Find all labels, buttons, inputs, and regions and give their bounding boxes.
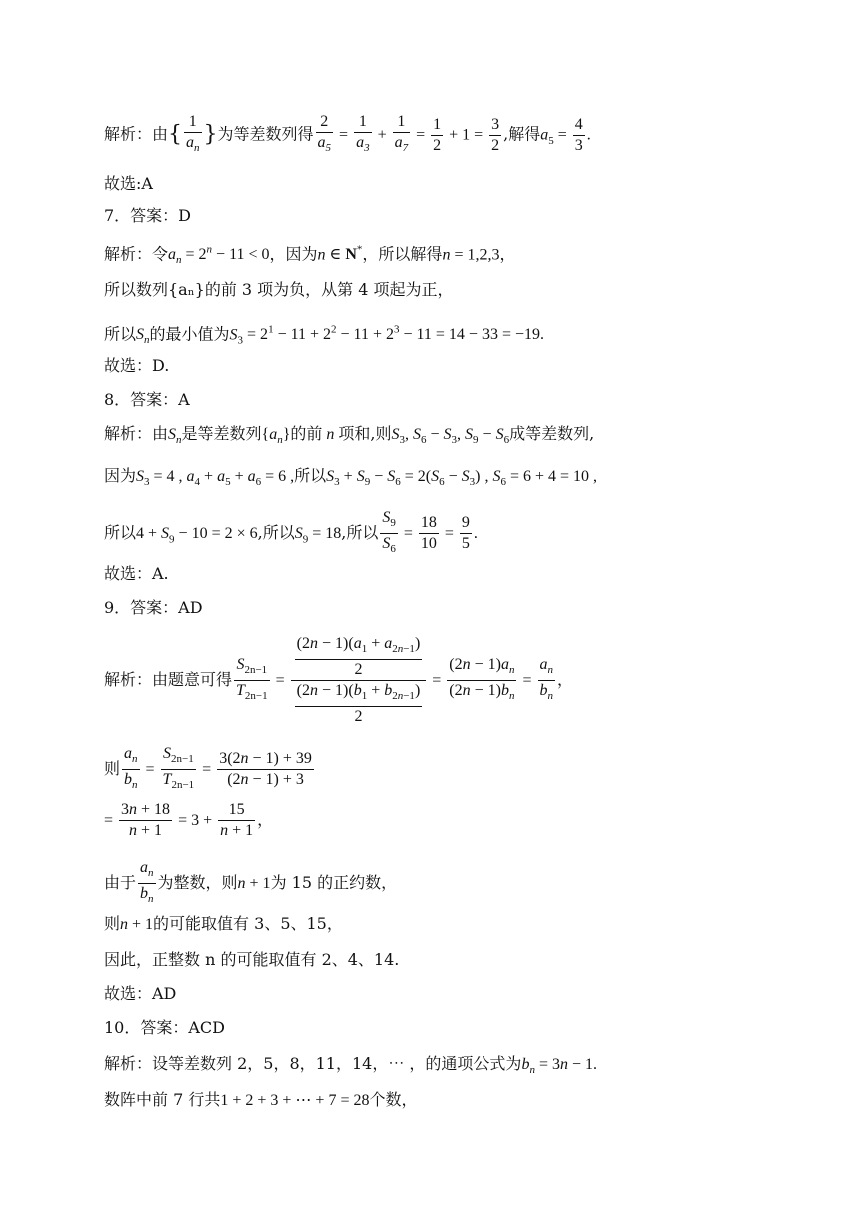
text-span: 解析：由	[104, 124, 169, 144]
text-span: 解析：令	[104, 244, 169, 264]
solution-8-line: 因为$S_3 = 4$ , $a_4 + a_5 + a_6 = 6$ ,所以$S_3 + S_9 - S_6 = 2(S_6 - S_3)$ , $S_6 = 6 + 4 = 10$ ,	[104, 466, 598, 489]
text-span: ,所以	[341, 523, 379, 543]
solution-7-line: 所以$S_n$的最小值为$S_3 = 2^1 - 11 + 2^2 - 11 + 2^3 - 11 = 14 - 33 = -19$.	[104, 324, 544, 347]
text-span: 由于	[104, 873, 137, 893]
text-span: 解析：设等差数列 2，5，8，11，14，⋯ ，的通项公式为	[104, 1054, 522, 1073]
text-span: ,解得	[503, 124, 541, 144]
solution-7-line: 解析：令$a_n = 2^n - 11 < 0$，因为n ∈ N*，所以解得n = 1,2,3，	[104, 244, 516, 267]
text-span: 解析：由	[104, 424, 169, 443]
text-span: 则	[104, 759, 121, 779]
question-9-answer: 9．答案：AD	[104, 598, 203, 617]
solution-8-line: 解析：由$S_n$是等差数列$\{a_n\}$的前 n 项和,则$S_3$, $S_6 - S_3$, $S_9 - S_6$成等差数列,	[104, 424, 595, 447]
solution-9-line: 则n + 1的可能取值有 3、5、15，	[104, 914, 343, 933]
text-span: 数阵中前 7 行共	[104, 1090, 221, 1109]
solution-7-line: 所以数列{aₙ}的前 3 项为负，从第 4 项起为正，	[104, 280, 454, 299]
solution-6-line: 解析：由{ $\frac{1}{a_n}$ }为等差数列得 $\frac{2}{a_5}$ = $\frac{1}{a_3}$ + $\frac{1}{a_7}$ = $\frac{1}{2}$ + 1 = $\frac{3}{2}$ ,解得$a_5$ = $\frac{4}{3}$ .	[104, 113, 591, 155]
answer-line: 故选:A	[104, 174, 153, 193]
solution-10-line: 解析：设等差数列 2，5，8，11，14，⋯ ，的通项公式为$b_n = 3n - 1$.	[104, 1054, 597, 1077]
text-span: ，因为	[269, 244, 318, 264]
text-span: 为等差数列得	[217, 124, 314, 144]
text-span: 则	[104, 914, 121, 933]
text-span: 解析：由题意可得	[104, 670, 233, 690]
text-span: 因为	[104, 466, 137, 485]
answer-line: 故选：A.	[104, 564, 169, 583]
text-span: 的最小值为	[149, 324, 230, 344]
question-8-answer: 8．答案：A	[104, 390, 190, 409]
answer-line: 故选：AD	[104, 984, 177, 1003]
solution-10-line: 数阵中前 7 行共1 + 2 + 3 + ⋯ + 7 = 28个数，	[104, 1090, 418, 1109]
text-span: 为整数，则	[157, 873, 238, 893]
solution-8-line: 所以$4 + S_9 - 10 = 2 \times 6$,所以$S_9 = 18$,所以 $\frac{S_9}{S_6}$ = $\frac{18}{10}$ = $\frac{9}{5}$ .	[104, 509, 478, 556]
text-span: 所以	[104, 324, 137, 344]
text-span: 项和,则	[338, 424, 392, 443]
answer-line: 故选：D.	[104, 356, 170, 375]
solution-9-line: 解析：由题意可得 $\frac{S_{2n-1}}{T_{2n-1}}$ = $\frac{\frac{(2n - 1)(a_1 + a_{2n-1})}{2}}{\frac{(2n - 1)(b_1 + b_{2n-1})}{2}}$ = $\frac{(2n - 1)a_n}{(2n - 1)b_n}$ = $\frac{a_n}{b_n}$ ，	[104, 635, 574, 726]
question-10-answer: 10．答案：ACD	[104, 1018, 225, 1037]
text-span: 是等差数列	[181, 424, 262, 443]
text-span: ,所以	[257, 523, 295, 543]
solution-9-line: 因此，正整数 n 的可能取值有 2、4、14.	[104, 950, 400, 969]
text-span: ，所以解得	[362, 244, 443, 264]
text-span: 成等差数列,	[509, 424, 595, 443]
solution-9-line: 由于 $\frac{a_n}{b_n}$ 为整数，则n + 1为 15 的正约数，	[104, 859, 398, 906]
solution-9-line: = $\frac{3n + 18}{n + 1}$ = 3 + $\frac{15}{n + 1}$ ，	[104, 801, 274, 839]
text-span: 的前	[290, 424, 323, 443]
question-7-answer: 7．答案：D	[104, 206, 192, 225]
text-span: 的可能取值有 3、5、15，	[153, 914, 343, 933]
text-span: 个数，	[369, 1090, 418, 1109]
text-span: 所以	[104, 523, 137, 543]
solution-9-line: 则 $\frac{a_n}{b_n}$ = $\frac{S_{2n-1}}{T_{2n-1}}$ = $\frac{3(2n - 1) + 39}{(2n - 1) + 3}$	[104, 745, 312, 792]
text-span: 所以	[294, 466, 327, 485]
text-span: 为 15 的正约数，	[270, 873, 398, 893]
